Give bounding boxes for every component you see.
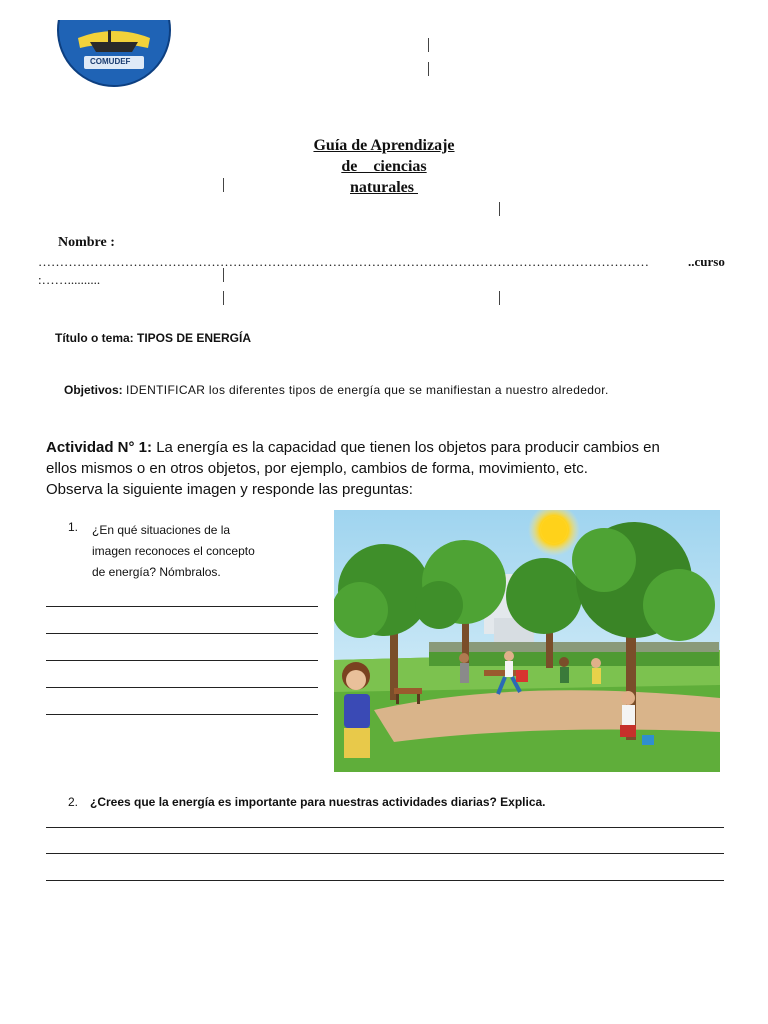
objectives-label: Objetivos: xyxy=(64,383,123,397)
question-2-text: ¿Crees que la energía es importante para nuestras actividades diarias? Explica. xyxy=(90,795,546,809)
school-logo xyxy=(56,20,172,88)
activity-line3: Observa la siguiente imagen y responde las preguntas: xyxy=(46,481,413,498)
logo-text: COMUDEF xyxy=(90,57,131,66)
objectives xyxy=(64,383,664,397)
cursor-mark xyxy=(223,291,224,305)
cursor-mark xyxy=(428,38,429,52)
answer-line[interactable] xyxy=(46,827,724,828)
question-1-line: de energía? Nómbralos. xyxy=(92,565,221,579)
question-1-number: 1. xyxy=(68,520,79,534)
answer-line[interactable] xyxy=(46,633,318,634)
activity-line2: ellos mismos o en otros objetos, por ejemplo, cambios de forma, movimiento, etc. xyxy=(46,460,588,477)
activity-intro-text: La energía es la capacidad que tienen los objetos para producir cambios en xyxy=(156,439,660,456)
question-1-text xyxy=(92,520,255,583)
cursor-mark xyxy=(499,202,500,216)
logo-emblem-icon xyxy=(56,20,172,88)
name-dots-field: …………………………………………………………………………………………………………………………… xyxy=(38,254,649,269)
cursor-mark xyxy=(499,291,500,305)
answer-line[interactable] xyxy=(46,606,318,607)
question-1-line: imagen reconoces el concepto xyxy=(92,544,255,558)
answer-line[interactable] xyxy=(46,660,318,661)
answer-line[interactable] xyxy=(46,880,724,881)
page-title-line2: de ciencias xyxy=(341,158,427,175)
park-scene-image xyxy=(334,510,720,772)
park-illustration xyxy=(334,510,720,772)
answer-line[interactable] xyxy=(46,714,318,715)
activity-intro xyxy=(46,437,746,500)
cursor-mark xyxy=(428,62,429,76)
page-title-line3: naturales xyxy=(350,179,418,196)
topic-label: Título o tema: TIPOS DE ENERGÍA xyxy=(55,331,252,345)
activity-line1 xyxy=(46,437,746,458)
name-label: Nombre : xyxy=(58,235,115,250)
answer-line[interactable] xyxy=(46,853,724,854)
curso-label: ..curso xyxy=(688,254,725,269)
activity-label: Actividad N° 1: xyxy=(46,439,153,456)
page-title-line1: Guía de Aprendizaje xyxy=(313,137,455,154)
curso-dots-field: :…….......... xyxy=(38,272,101,287)
answer-line[interactable] xyxy=(46,687,318,688)
question-2-number: 2. xyxy=(68,795,79,809)
objectives-text: IDENTIFICAR los diferentes tipos de energía que se manifiestan a nuestro alrededor. xyxy=(126,383,609,397)
cursor-mark xyxy=(223,268,224,282)
question-1-line: ¿En qué situaciones de la xyxy=(92,523,231,537)
